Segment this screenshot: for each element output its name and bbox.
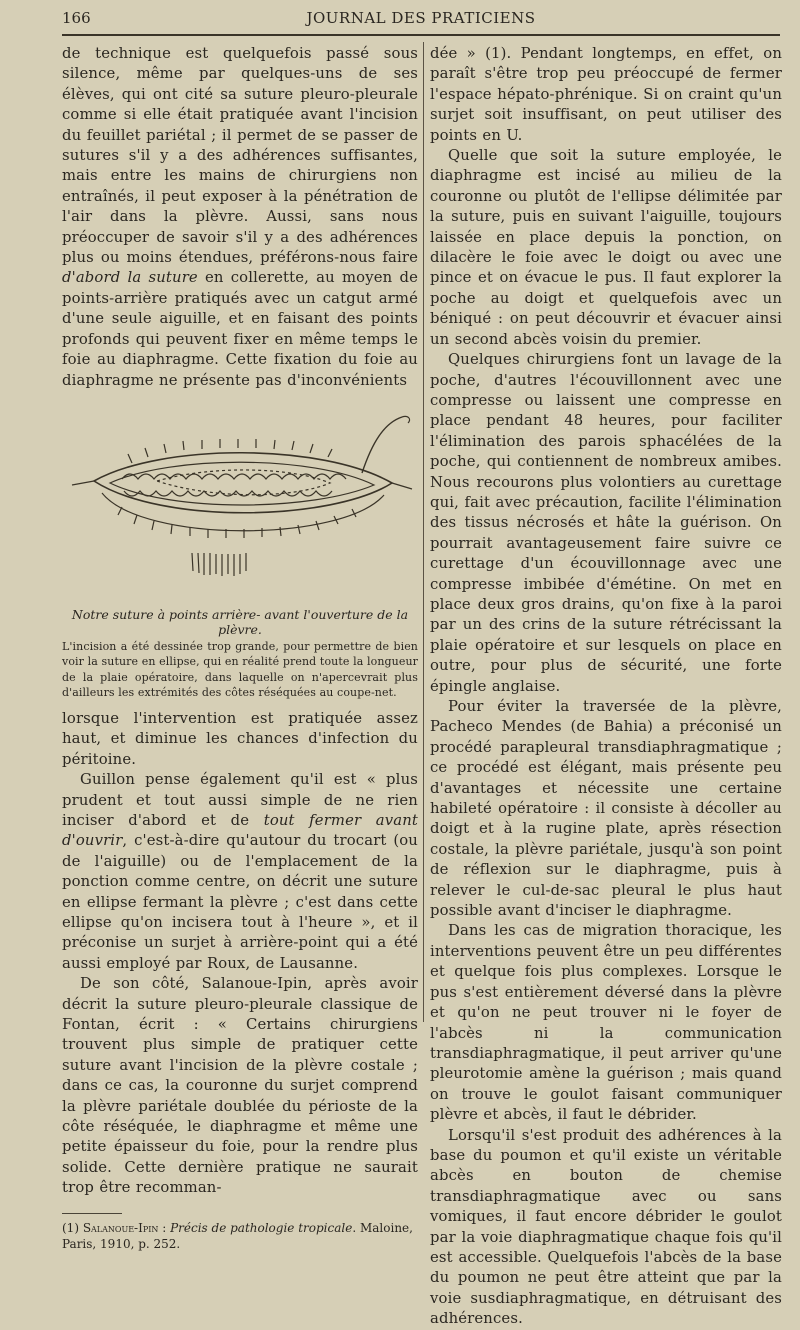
journal-title: JOURNAL DES PRATICIENS: [306, 9, 536, 27]
text-run: de technique est quelquefois passé sous silence, même par quelques-uns de ses élèves, qui ont cité sa suture pleuro-pleurale comme si elle était pratiquée avant l'incision du feuillet pariétal ; il permet de se passer de sutures s'il y a des adhérences suffisantes, mais entre les mains de chirurgiens non entraînés, il peut exposer à la pénétration de l'air dans la plèvre. Aussi, sans nous préoccuper de savoir s'il y a des adhérences plus ou moins étendues, préférons-nous faire: [62, 45, 418, 267]
text-run: , c'est-à-dire qu'autour du trocart (ou de l'aiguille) ou de l'emplacement de la ponction comme centre, on décrit une suture en ellipse fermant la plèvre ; c'est dans cette ellipse qu'on incisera tout à l'heure », et il préconise un surjet à arrière-point qui a été aussi employé par Roux, de Lausanne.: [62, 832, 418, 972]
suture-illustration: [62, 403, 418, 603]
text-run: . Maloine, Paris, 1910, p. 252.: [62, 1220, 413, 1251]
footnote-title: Précis de pathologie tropicale: [170, 1220, 353, 1235]
header-rule: [62, 34, 780, 36]
footnote-number: (1): [62, 1220, 83, 1235]
right-column: [430, 44, 782, 1330]
text-run: en collerette, au moyen de points-arrière pratiqués avec un catgut armé d'une seule aiguille, et en faisant des points profonds qui peuvent fixer en même temps le foie au diaphragme. Cette fixation du foie au diaphragme ne présente pas d'inconvénients: [62, 269, 418, 389]
page-number: 166: [62, 9, 91, 27]
figure-caption-title: Notre suture à points arrière- avant l'ouverture de la plèvre.: [71, 606, 409, 637]
running-head: [62, 9, 780, 35]
paragraph: [62, 770, 418, 974]
footnote-author: Salanoue-Ipin: [82, 1220, 159, 1235]
left-column: [62, 44, 418, 1252]
paragraph: Dans les cas de migration thoracique, les interventions peuvent être un peu différentes et quelque fois plus complexes. Lorsque le pus s'est entièrement déversé dans la plèvre et qu'on ne peut trouver ni le foyer de l'abcès ni la communication transdiaphragmatique, il peut arriver qu'une pleurotomie amène la guérison ; mais quand on trouve le goulot faisant communiquer plèvre et abcès, il faut le débrider.: [430, 922, 782, 1124]
paragraph: dée » (1). Pendant longtemps, en effet, on paraît s'être trop peu préoccupé de fermer l'espace hépato-phrénique. Si on craint qu'un surjet soit insuffisant, on peut utiliser des points en U.: [430, 45, 782, 144]
figure-caption-text: L'incision a été dessinée trop grande, pour permettre de bien voir la suture en ellipse, qui en réalité prend toute la longueur de la plaie opératoire, dans laquelle on n'apercevrait plus d'ailleurs les extrémités des côtes réséquées au coupe-net.: [62, 639, 418, 700]
footnote: [62, 1220, 418, 1252]
emphasis: d'abord la suture: [62, 269, 198, 287]
column-divider: [423, 42, 424, 1022]
paragraph: Quelle que soit la suture employée, le diaphragme est incisé au milieu de la couronne ou plutôt de l'ellipse délimitée par la suture, puis en suivant l'aiguille, toujours laissée en place depuis la ponction, on dilacère le foie avec le doigt ou avec une pince et on évacue le pus. Il faut explorer la poche au doigt et quelquefois avec un béniqué : on peut découvrir et évacuer ainsi un second abcès voisin du premier.: [430, 147, 782, 348]
paragraph: [62, 44, 418, 391]
emphasis: tout fermer avant d'ouvrir: [62, 811, 418, 850]
text-run: :: [158, 1220, 171, 1235]
suture-drawing: [62, 403, 418, 603]
paragraph: Lorsqu'il s'est produit des adhérences à la base du poumon et qu'il existe un véritable abcès en bouton de chemise transdiaphragmatique avec ou sans vomiques, il faut encore débrider le goulot par la voie diaphragmatique chaque fois qu'il est accessible. Quelquefois l'abcès de la base du poumon ne peut être atteint que par la voie susdiaphragmatique, en détruisant des adhérences.: [430, 1126, 782, 1328]
paragraph: Quelques chirurgiens font un lavage de la poche, d'autres l'écouvillonnent avec une compresse ou laissent une compresse en place pendant 48 heures, pour faciliter l'élimination des parois sphacélées de la poche, qui contiennent de nombreux amibes. Nous recourons plus volontiers au curettage qui, fait avec précaution, facilite l'élimination des tissus nécrosés et hâte la guérison. On pourrait avantageusement faire suivre ce curettage d'un écouvillonnage avec une compresse imbibée d'émétine. On met en place deux gros drains, qu'on fixe à la paroi par un des crins de la suture rétrécissant la plaie opératoire et sur lesquels on place en outre, pour plus de sécurité, une forte épingle anglaise.: [430, 351, 782, 695]
text-run: Guillon pense également qu'il est « plus prudent et tout aussi simple de ne rien inciser d'abord et de: [62, 771, 418, 829]
paragraph: De son côté, Salanoue-Ipin, après avoir décrit la suture pleuro-pleurale classique de Fontan, écrit : « Certains chirurgiens trouvent plus simple de pratiquer cette suture avant l'incision de la plèvre costale ; dans ce cas, la couronne du surjet comprend la plèvre pariétale doublée du périoste de la côte réséquée, le diaphragme et même une petite épaisseur du foie, pour la rendre plus solide. Cette dernière pratique ne saurait trop être recomman-: [62, 975, 418, 1197]
footnote-rule: [62, 1213, 122, 1214]
paragraph: lorsque l'intervention est pratiquée assez haut, et diminue les chances d'infection du péritoine.: [62, 709, 418, 768]
paragraph: Pour éviter la traversée de la plèvre, Pacheco Mendes (de Bahia) a préconisé un procédé parapleural transdiaphragmatique ; ce procédé est élégant, mais présente peu d'avantages et nécessite une certaine habileté opératoire : il consiste à décoller au doigt et à la rugine plate, après résection costale, la plèvre pariétale, jusqu'à son point de réflexion sur le diaphragme, puis à relever le cul-de-sac pleural le plus haut possible avant d'inciser le diaphragme.: [430, 698, 782, 920]
